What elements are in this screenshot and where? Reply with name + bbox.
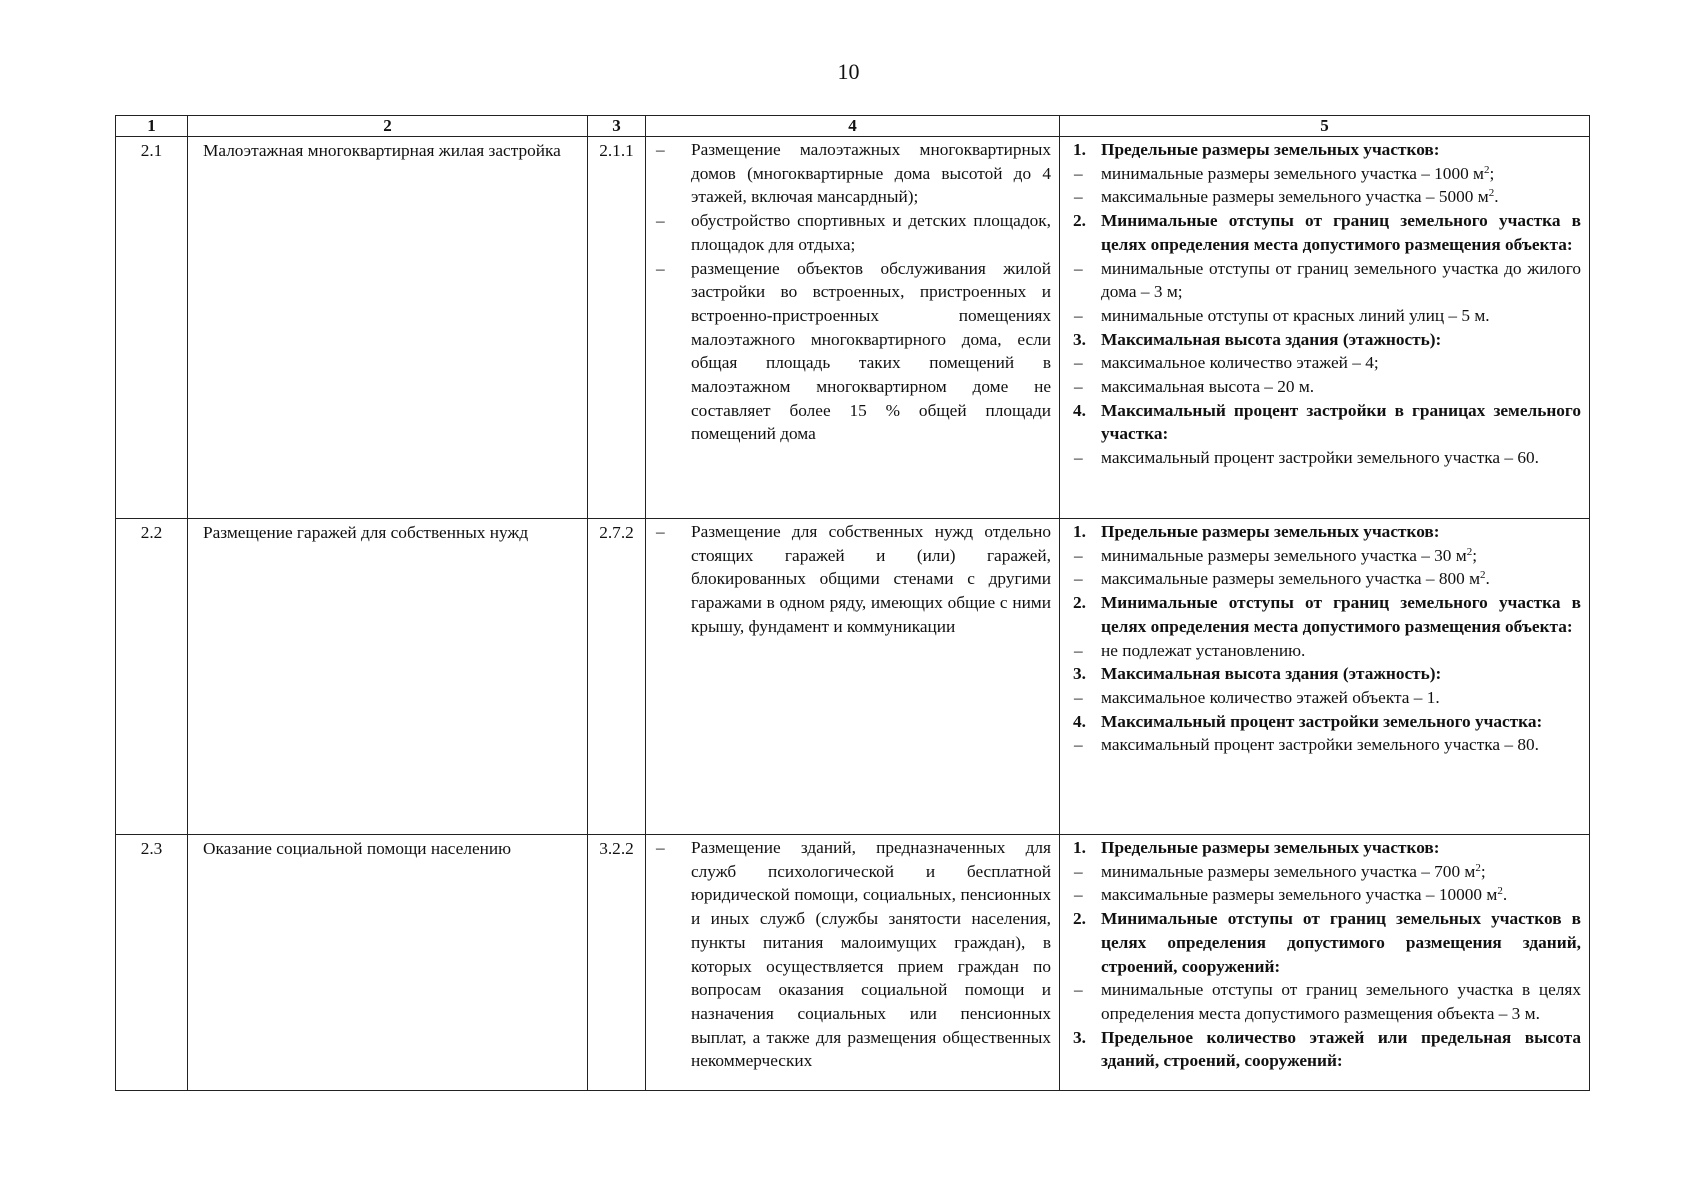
usage-description	[646, 137, 1060, 519]
description-list	[656, 836, 1051, 1073]
parameter-item-end: .	[1494, 187, 1499, 207]
parameter-heading	[1070, 662, 1581, 686]
parameter-item-text: минимальные размеры земельного участка – 1000 м	[1101, 163, 1484, 183]
parameter-number: 3.	[1073, 664, 1086, 684]
usage-type-name: Оказание социальной помощи населению	[188, 835, 588, 1091]
parameter-title: Предельные размеры земельных участков:	[1101, 838, 1440, 857]
parameter-item	[1070, 351, 1581, 375]
parameter-item-text: не подлежат установлению.	[1101, 640, 1306, 660]
parameter-item	[1070, 375, 1581, 399]
parameter-item	[1070, 567, 1581, 591]
parameter-heading	[1070, 710, 1581, 734]
parameter-heading	[1070, 907, 1581, 978]
page-number: 10	[837, 59, 860, 84]
parameter-item-text: максимальная высота – 20 м.	[1101, 377, 1315, 397]
description-item: – размещение объектов обслуживания жилой застройки во встроенных, пристроенных и встроенно-пристроенных помещениях малоэтажного многоквартирного дома, если общая площадь таких помещений в малоэтажном многоквартирном доме не составляет более 15 % общей площади помещений дома	[656, 257, 1051, 447]
parameter-item	[1070, 733, 1581, 757]
superscript: 2	[1488, 187, 1495, 200]
parameter-item	[1070, 544, 1581, 568]
superscript: 2	[1466, 545, 1473, 558]
parameter-item-text: минимальные отступы от красных линий улиц – 5 м.	[1101, 305, 1490, 325]
parameter-number: 2.	[1073, 909, 1086, 929]
parameter-heading	[1070, 399, 1581, 446]
parameter-item	[1070, 686, 1581, 710]
usage-code: 3.2.2	[588, 835, 646, 1091]
parameter-item-end: .	[1485, 569, 1490, 589]
description-item: – обустройство спортивных и детских площадок, площадок для отдыха;	[656, 209, 1051, 256]
parameters-list	[1070, 138, 1581, 470]
parameter-number: 4.	[1073, 711, 1086, 731]
parameter-item	[1070, 162, 1581, 186]
parameter-item-end: ;	[1489, 163, 1495, 183]
parameter-item-text: максимальные размеры земельного участка – 10000 м	[1101, 885, 1498, 905]
parameter-number: 3.	[1073, 329, 1086, 349]
parameter-title: Максимальный процент застройки земельного участка:	[1101, 711, 1543, 731]
parameter-title: Минимальные отступы от границ земельного участка в целях определения места допустимого размещения объекта:	[1101, 211, 1581, 254]
usage-description	[646, 835, 1060, 1091]
parameters-cell	[1060, 835, 1590, 1091]
parameter-item	[1070, 257, 1581, 304]
column-header: 2	[188, 116, 588, 137]
parameter-heading	[1070, 209, 1581, 256]
parameter-item-text: максимальные размеры земельного участка – 5000 м	[1101, 187, 1489, 207]
parameter-number: 1.	[1073, 838, 1086, 857]
parameter-heading	[1070, 1026, 1581, 1073]
column-header: 3	[588, 116, 646, 137]
parameter-item-text: минимальные размеры земельного участка – 700 м	[1101, 861, 1476, 881]
parameter-item-text: максимальные размеры земельного участка – 800 м	[1101, 569, 1481, 589]
parameter-item	[1070, 185, 1581, 209]
description-list	[656, 520, 1051, 639]
description-item: – Размещение зданий, предназначенных для служб психологической и бесплатной юридической помощи, социальных, пенсионных и иных служб (службы занятости населения, пункты питания малоимущих граждан), в которых осуществляется прием граждан по вопросам оказания социальной помощи и назначения социальных или пенсионных выплат, а также для размещения общественных некоммерческих	[656, 836, 1051, 1073]
parameter-title: Предельное количество этажей или предельная высота зданий, строений, сооружений:	[1101, 1027, 1581, 1071]
parameter-item	[1070, 446, 1581, 470]
parameter-item-text: максимальное количество этажей – 4;	[1101, 353, 1379, 373]
parameter-item-end: ;	[1480, 861, 1486, 881]
parameters-cell	[1060, 137, 1590, 519]
column-header: 4	[646, 116, 1060, 137]
parameter-title: Максимальная высота здания (этажность):	[1101, 329, 1442, 349]
parameters-list	[1070, 836, 1581, 1073]
parameter-number: 2.	[1073, 593, 1086, 613]
usage-type-name: Размещение гаражей для собственных нужд	[188, 519, 588, 835]
parameter-title: Предельные размеры земельных участков:	[1101, 140, 1440, 159]
parameter-title: Минимальные отступы от границ земельных участков в целях определения допустимого размещения зданий, строений, сооружений:	[1101, 909, 1581, 976]
parameter-item	[1070, 883, 1581, 907]
table-row	[116, 519, 1590, 835]
row-number: 2.3	[116, 835, 188, 1091]
parameter-item	[1070, 978, 1581, 1025]
parameter-number: 1.	[1073, 140, 1086, 159]
description-item: – Размещение малоэтажных многоквартирных домов (многоквартирные дома высотой до 4 этажей, включая мансардный);	[656, 138, 1051, 209]
row-number: 2.2	[116, 519, 188, 835]
parameter-heading	[1070, 836, 1581, 860]
parameter-heading	[1070, 591, 1581, 638]
row-number: 2.1	[116, 137, 188, 519]
parameter-heading	[1070, 138, 1581, 162]
parameter-title: Максимальный процент застройки в границах земельного участка:	[1101, 400, 1581, 444]
parameter-heading	[1070, 328, 1581, 352]
usage-type-name: Малоэтажная многоквартирная жилая застройка	[188, 137, 588, 519]
parameter-item	[1070, 639, 1581, 663]
description-item: – Размещение для собственных нужд отдельно стоящих гаражей и (или) гаражей, блокированных общими стенами с другими гаражами в одном ряду, имеющих общие с ними крышу, фундамент и коммуникации	[656, 520, 1051, 639]
parameter-item	[1070, 860, 1581, 884]
parameters-list	[1070, 520, 1581, 757]
parameter-title: Максимальная высота здания (этажность):	[1101, 664, 1442, 684]
parameter-number: 1.	[1073, 522, 1086, 541]
superscript: 2	[1497, 885, 1503, 898]
regulations-table	[115, 115, 1590, 1091]
superscript: 2	[1475, 861, 1481, 874]
parameter-heading	[1070, 520, 1581, 544]
parameter-title: Предельные размеры земельных участков:	[1101, 522, 1440, 541]
superscript: 2	[1484, 163, 1490, 176]
parameter-number: 4.	[1073, 400, 1086, 420]
parameter-item-text: максимальный процент застройки земельного участка – 80.	[1101, 735, 1539, 755]
table-header-row	[116, 116, 1590, 137]
parameter-title: Минимальные отступы от границ земельного участка в целях определения места допустимого размещения объекта:	[1101, 593, 1581, 636]
parameter-item-text: максимальное количество этажей объекта – 1.	[1101, 687, 1440, 707]
parameters-cell	[1060, 519, 1590, 835]
parameter-item-text: максимальный процент застройки земельного участка – 60.	[1101, 448, 1539, 468]
table-row	[116, 835, 1590, 1091]
parameter-item	[1070, 304, 1581, 328]
column-header: 1	[116, 116, 188, 137]
parameter-number: 3.	[1073, 1027, 1086, 1047]
table-row	[116, 137, 1590, 519]
usage-code: 2.7.2	[588, 519, 646, 835]
parameter-item-end: ;	[1472, 545, 1478, 565]
parameter-item-text: минимальные отступы от границ земельного участка до жилого дома – 3 м;	[1101, 258, 1581, 302]
column-header: 5	[1060, 116, 1590, 137]
usage-description	[646, 519, 1060, 835]
description-list	[656, 138, 1051, 446]
superscript: 2	[1480, 569, 1486, 582]
parameter-item-text: минимальные размеры земельного участка – 30 м	[1101, 545, 1467, 565]
parameter-item-text: минимальные отступы от границ земельного участка в целях определения места допустимого размещения объекта – 3 м.	[1101, 980, 1581, 1023]
parameter-item-end: .	[1502, 885, 1508, 905]
usage-code: 2.1.1	[588, 137, 646, 519]
parameter-number: 2.	[1073, 211, 1086, 231]
